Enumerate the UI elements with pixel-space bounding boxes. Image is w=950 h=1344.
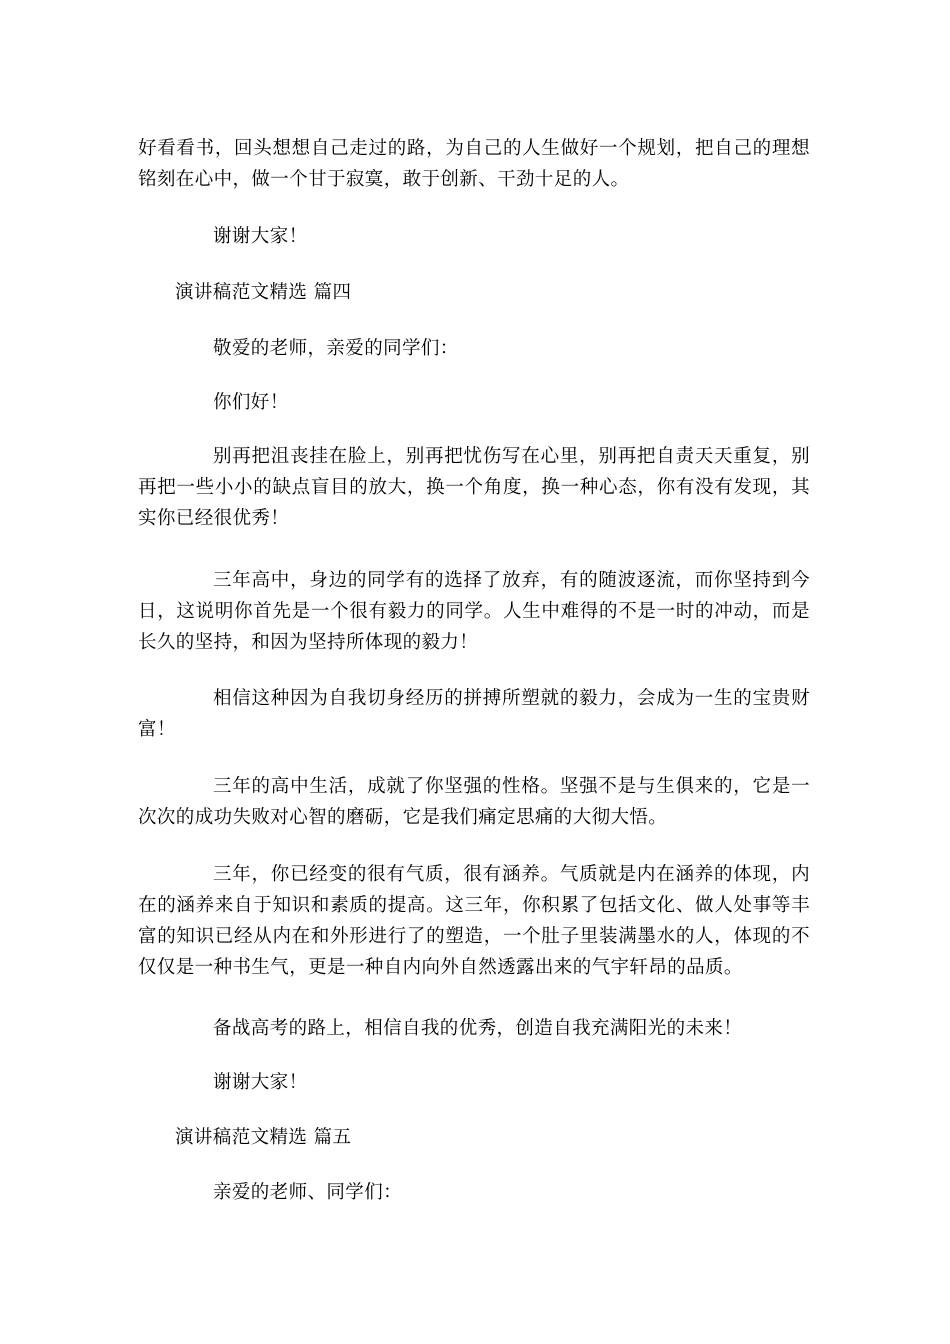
- paragraph-body: 备战高考的路上，相信自我的优秀，创造自我充满阳光的未来！: [213, 1018, 743, 1039]
- paragraph-body: 三年高中，身边的同学有的选择了放弃，有的随波逐流，而你坚持到今日，这说明你首先是一个很有毅力的同学。人生中难得的不是一时的冲动，而是长久的坚持，和因为坚持所体现的毅力！: [138, 570, 810, 653]
- paragraph-body: 别再把沮丧挂在脸上，别再把忧伤写在心里，别再把自责天天重复，别再把一些小小的缺点盲目的放大，换一个角度，换一种心态，你有没有发现，其实你已经很优秀！: [138, 446, 810, 529]
- paragraph-greeting: 敬爱的老师，亲爱的同学们：: [213, 338, 459, 359]
- section-heading-5: 演讲稿范文精选 篇五: [175, 1127, 352, 1148]
- section-heading-4: 演讲稿范文精选 篇四: [175, 282, 352, 303]
- paragraph-hello: 你们好！: [213, 392, 289, 413]
- paragraph-body: 三年的高中生活，成就了你坚强的性格。坚强不是与生俱来的，它是一次次的成功失败对心智的磨砺，它是我们痛定思痛的大彻大悟。: [138, 776, 810, 828]
- paragraph-body: 相信这种因为自我切身经历的拼搏所塑就的毅力，会成为一生的宝贵财富！: [138, 688, 810, 740]
- paragraph-greeting: 亲爱的老师、同学们：: [213, 1182, 403, 1203]
- paragraph-thanks: 谢谢大家！: [213, 1072, 308, 1093]
- paragraph-thanks: 谢谢大家！: [213, 226, 308, 247]
- paragraph-closing-advice: 好看看书，回头想想自己走过的路，为自己的人生做好一个规划，把自己的理想铭刻在心中，做一个甘于寂寞，敢于创新、干劲十足的人。: [138, 138, 810, 190]
- paragraph-body: 三年，你已经变的很有气质，很有涵养。气质就是内在涵养的体现，内在的涵养来自于知识和素质的提高。这三年，你积累了包括文化、做人处事等丰富的知识已经从内在和外形进行了的塑造，一个肚子里装满墨水的人，体现的不仅仅是一种书生气，更是一种自内向外自然透露出来的气宇轩昂的品质。: [138, 864, 810, 978]
